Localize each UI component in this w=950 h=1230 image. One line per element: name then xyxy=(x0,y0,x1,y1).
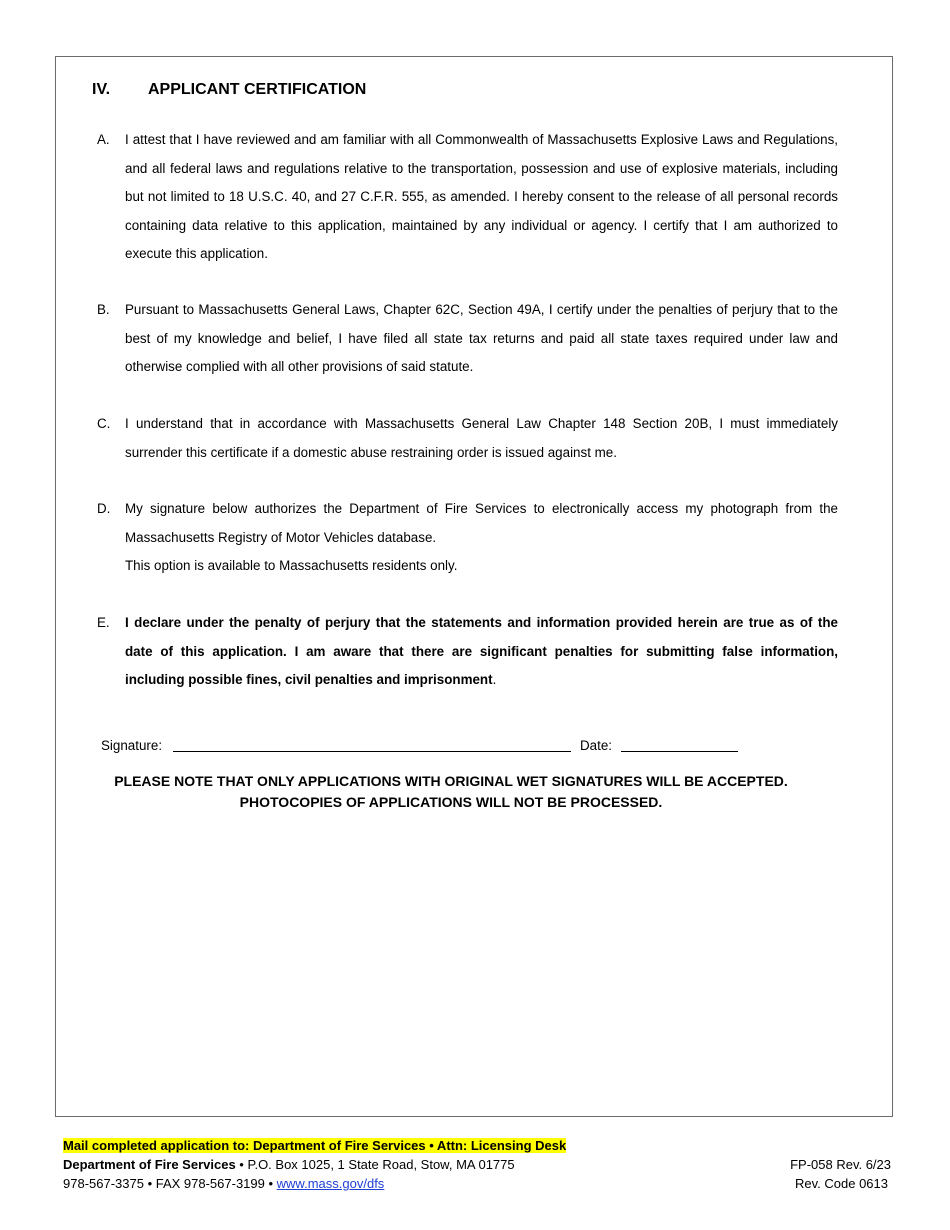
certification-item-d xyxy=(97,495,838,581)
item-letter: A. xyxy=(97,132,110,147)
website-link[interactable]: www.mass.gov/dfs xyxy=(276,1176,385,1191)
certification-item-a xyxy=(97,126,838,269)
org-address xyxy=(63,1155,515,1174)
section-heading xyxy=(92,79,366,101)
item-text: I declare under the penalty of perjury that the statements and information provided herein are true as of the date of this application. I am aware that there are significant penalties for submitting false information, including possible fines, civil penalties and imprisonment xyxy=(125,615,838,688)
rev-code: Rev. Code 0613 xyxy=(795,1176,888,1191)
item-trailing-period: . xyxy=(492,672,497,688)
item-letter: E. xyxy=(97,615,110,630)
item-text: My signature below authorizes the Department of Fire Services to electronically access my photograph from the Massachusetts Registry of Motor Vehicles database. xyxy=(125,501,838,545)
date-label: Date: xyxy=(580,738,613,753)
signature-field[interactable] xyxy=(173,751,571,752)
date-field[interactable] xyxy=(621,751,738,752)
signature-label: Signature: xyxy=(101,738,163,753)
certification-item-e xyxy=(97,609,838,695)
phone-fax: 978-567-3375 • FAX 978-567-3199 • xyxy=(63,1176,277,1191)
contact-line xyxy=(63,1174,384,1193)
section-number: IV. xyxy=(92,81,111,98)
photocopy-notice: PHOTOCOPIES OF APPLICATIONS WILL NOT BE PROCESSED. xyxy=(239,794,663,810)
wet-signature-notice: PLEASE NOTE THAT ONLY APPLICATIONS WITH ORIGINAL WET SIGNATURES WILL BE ACCEPTED. xyxy=(114,773,788,789)
item-letter: C. xyxy=(97,416,111,431)
certification-item-c xyxy=(97,410,838,467)
form-number: FP-058 Rev. 6/23 xyxy=(790,1157,891,1172)
mail-instructions xyxy=(63,1136,566,1155)
item-note: This option is available to Massachusetts residents only. xyxy=(125,558,458,574)
item-letter: D. xyxy=(97,501,111,516)
address-text: • P.O. Box 1025, 1 State Road, Stow, MA 01775 xyxy=(235,1157,515,1172)
mail-line: Mail completed application to: Department of Fire Services • Attn: Licensing Desk xyxy=(63,1138,567,1153)
item-letter: B. xyxy=(97,302,110,317)
item-text: I understand that in accordance with Massachusetts General Law Chapter 148 Section 20B, I must immediately surrender this certificate if a domestic abuse restraining order is issued against me. xyxy=(125,416,838,460)
section-title: APPLICANT CERTIFICATION xyxy=(148,81,367,98)
item-text: I attest that I have reviewed and am familiar with all Commonwealth of Massachusetts Explosive Laws and Regulations, and all federal laws and regulations relative to the transportation, possession and use of explosive materials, including but not limited to 18 U.S.C. 40, and 27 C.F.R. 555, as amended. I hereby consent to the release of all personal records containing data relative to this application, maintained by any individual or agency. I certify that I am authorized to execute this application. xyxy=(125,132,838,262)
item-text: Pursuant to Massachusetts General Laws, Chapter 62C, Section 49A, I certify under the penalties of perjury that to the best of my knowledge and belief, I have filed all state tax returns and paid all state taxes required under law and otherwise complied with all other provisions of said statute. xyxy=(125,302,838,375)
certification-item-b xyxy=(97,296,838,382)
org-name: Department of Fire Services xyxy=(63,1157,236,1172)
item-declaration xyxy=(125,609,838,695)
